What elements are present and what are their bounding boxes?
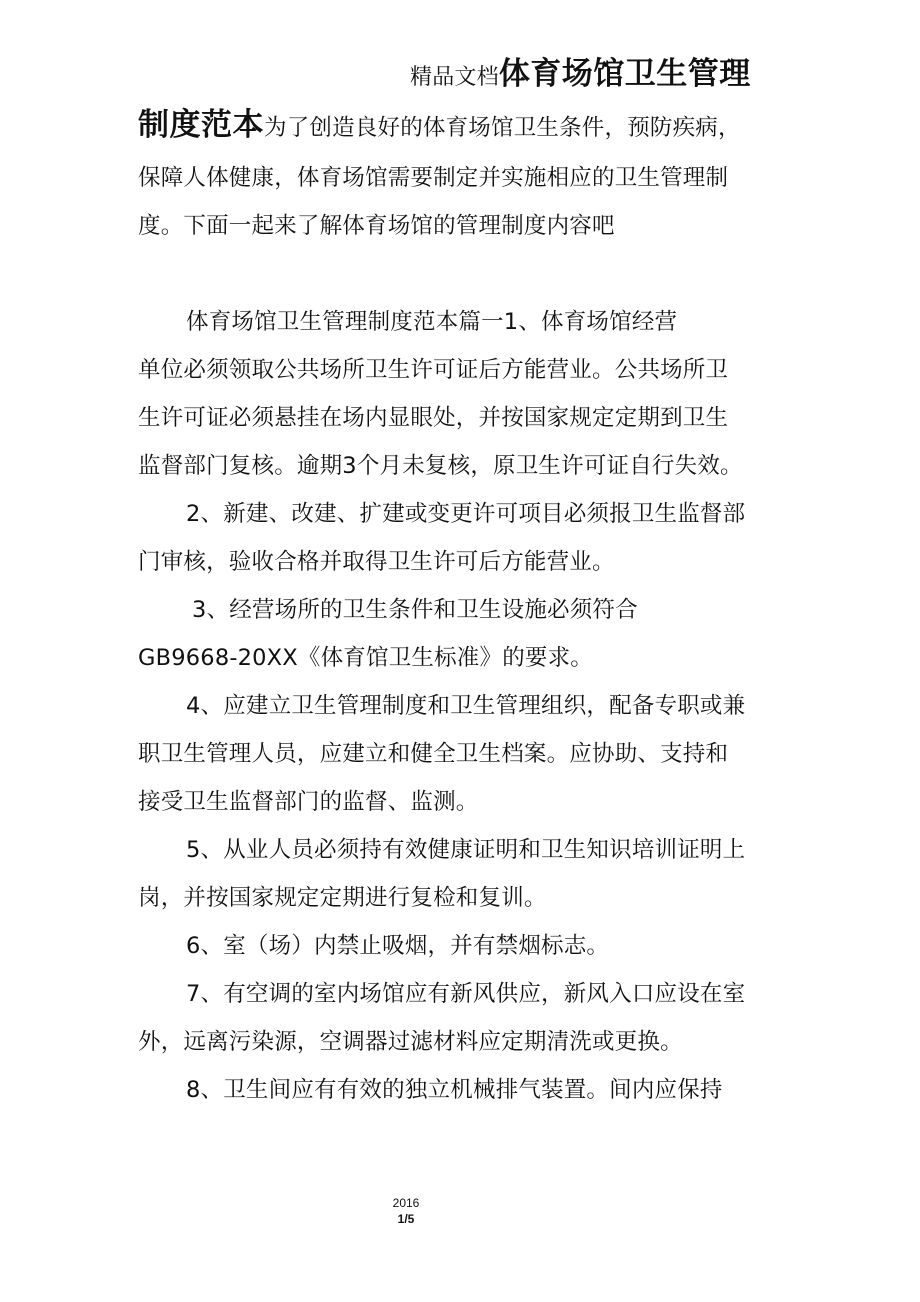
intro-line-2: 保障人体健康，体育场馆需要制定并实施相应的卫生管理制 <box>138 165 729 191</box>
footer-year: 2016 <box>392 1196 420 1210</box>
footer-page-number: 1/5 <box>397 1212 415 1226</box>
document-title-part2: 制度范本 <box>138 107 264 143</box>
paragraph-3-line-2: GB9668-20XX《体育馆卫生标准》的要求。 <box>138 645 594 671</box>
intro-text-1: 为了创造良好的体育场馆卫生条件，预防疾病， <box>264 115 741 141</box>
paragraph-7-line-2: 外，远离污染源，空调器过滤材料应定期清洗或更换。 <box>138 1029 683 1055</box>
paragraph-1-line-1: 体育场馆卫生管理制度范本篇一1、体育场馆经营 <box>186 309 678 335</box>
paragraph-6-line-1: 6、室（场）内禁止吸烟，并有禁烟标志。 <box>186 933 610 959</box>
paragraph-7-line-1: 7、有空调的室内场馆应有新风供应，新风入口应设在室 <box>186 981 746 1007</box>
paragraph-3-line-1: 3、经营场所的卫生条件和卫生设施必须符合 <box>192 597 638 623</box>
header-line <box>410 50 751 98</box>
paragraph-8-line-1: 8、卫生间应有有效的独立机械排气装置。间内应保持 <box>186 1077 723 1103</box>
paragraph-4-line-1: 4、应建立卫生管理制度和卫生管理组织，配备专职或兼 <box>186 693 746 719</box>
paragraph-4-line-2: 职卫生管理人员，应建立和健全卫生档案。应协助、支持和 <box>138 741 729 767</box>
paragraph-5-line-1: 5、从业人员必须持有效健康证明和卫生知识培训证明上 <box>186 837 746 863</box>
paragraph-2-line-2: 门审核，验收合格并取得卫生许可后方能营业。 <box>138 549 615 575</box>
paragraph-1-line-2: 单位必须领取公共场所卫生许可证后方能营业。公共场所卫 <box>138 357 729 383</box>
paragraph-5-line-2: 岗，并按国家规定定期进行复检和复训。 <box>138 885 547 911</box>
intro-line-1 <box>138 101 741 149</box>
paragraph-4-line-3: 接受卫生监督部门的监督、监测。 <box>138 789 479 815</box>
paragraph-1-line-4: 监督部门复核。逾期3个月未复核，原卫生许可证自行失效。 <box>138 453 743 479</box>
intro-line-3: 度。下面一起来了解体育场馆的管理制度内容吧 <box>138 213 615 239</box>
paragraph-2-line-1: 2、新建、改建、扩建或变更许可项目必须报卫生监督部 <box>186 501 746 527</box>
paragraph-1-line-3: 生许可证必须悬挂在场内显眼处，并按国家规定定期到卫生 <box>138 405 729 431</box>
header-label: 精品文档 <box>410 65 499 90</box>
document-title-part1: 体育场馆卫生管理 <box>498 56 751 92</box>
